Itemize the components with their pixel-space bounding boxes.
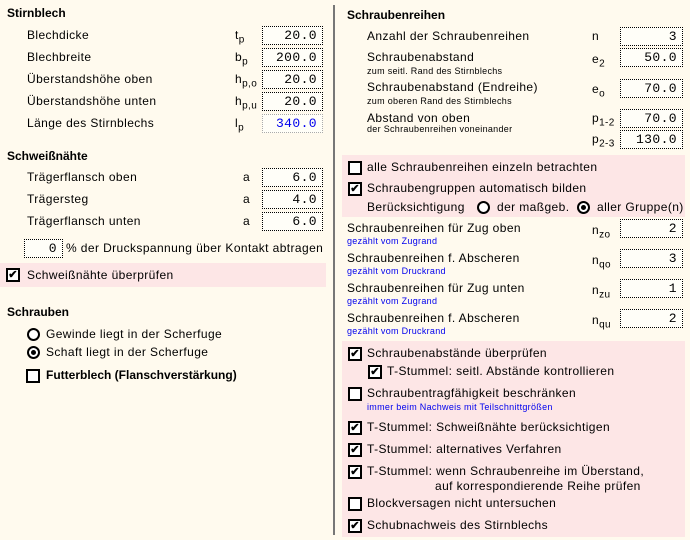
blockversagen-checkbox[interactable]	[348, 497, 362, 511]
alle-gruppen-label: aller Gruppe(n)	[597, 200, 684, 214]
massgeb-radio[interactable]	[477, 201, 490, 214]
anzahl-symbol: n	[592, 29, 600, 43]
stirnblech-input[interactable]: 200.0	[262, 48, 323, 67]
weld-check-label: Schweißnähte überprüfen	[27, 268, 174, 282]
futterblech-label: Futterblech (Flanschverstärkung)	[46, 368, 237, 382]
count-note: gezählt vom Zugrand	[347, 236, 438, 246]
p23-symbol: $p_{2-3}$	[592, 132, 615, 150]
weld-input[interactable]: 6.0	[262, 168, 323, 187]
count-symbol: $n_{qo}$	[592, 253, 612, 271]
gewinde-radio[interactable]	[27, 328, 40, 341]
schweissnaehte-heading: Schweißnähte	[7, 149, 88, 163]
stirnblech-label: Länge des Stirnblechs	[27, 116, 155, 130]
weld-input[interactable]: 6.0	[262, 212, 323, 231]
count-label: Schraubenreihen f. Abscheren	[347, 311, 520, 325]
schraubenabstaende-checkbox[interactable]: ✔	[348, 347, 362, 361]
e2-input[interactable]: 50.0	[620, 48, 683, 67]
gewinde-label: Gewinde liegt in der Scherfuge	[46, 327, 223, 341]
stirnblech-label: Überstandshöhe unten	[27, 94, 157, 108]
p12-input[interactable]: 70.0	[620, 109, 683, 128]
stirnblech-symbol: $t_p$	[235, 28, 245, 46]
count-input[interactable]: 3	[620, 249, 683, 268]
einzeln-checkbox[interactable]	[348, 161, 362, 175]
schaft-radio[interactable]	[27, 346, 40, 359]
stirnblech-heading: Stirnblech	[7, 6, 66, 20]
column-divider	[333, 5, 335, 535]
p-sublabel: der Schraubenreihen voneinander	[367, 124, 513, 134]
anzahl-input[interactable]: 3	[620, 27, 683, 46]
stirnblech-symbol: $l_p$	[235, 116, 245, 134]
weld-label: Trägerflansch oben	[27, 170, 138, 184]
p12-symbol: $p_{1-2}$	[592, 111, 615, 129]
p23-input[interactable]: 130.0	[620, 130, 683, 149]
count-symbol: $n_{qu}$	[592, 313, 612, 331]
schraubenabstaende-label: Schraubenabstände überprüfen	[367, 346, 547, 360]
gruppen-checkbox[interactable]: ✔	[348, 182, 362, 196]
schraubenreihen-heading: Schraubenreihen	[347, 8, 446, 22]
count-label: Schraubenreihen für Zug unten	[347, 281, 525, 295]
schrauben-heading: Schrauben	[7, 305, 70, 319]
t-stummel-seitl-checkbox[interactable]: ✔	[368, 365, 382, 379]
e2-symbol: $e_2$	[592, 52, 606, 70]
count-note: gezählt vom Druckrand	[347, 266, 446, 276]
alle-gruppen-radio[interactable]	[577, 201, 590, 214]
t-stummel-alternativ-label: T-Stummel: alternatives Verfahren	[367, 442, 562, 456]
blockversagen-label: Blockversagen nicht untersuchen	[367, 496, 557, 510]
einzeln-label: alle Schraubenreihen einzeln betrachten	[367, 160, 598, 174]
stirnblech-input[interactable]: 20.0	[262, 92, 323, 111]
weld-check-checkbox[interactable]: ✔	[6, 268, 20, 282]
t-stummel-alternativ-checkbox[interactable]: ✔	[348, 443, 362, 457]
p-label: Abstand von oben	[367, 111, 471, 125]
weld-symbol: a	[243, 192, 251, 206]
weld-label: Trägerflansch unten	[27, 214, 141, 228]
count-symbol: $n_{zu}$	[592, 283, 611, 301]
massgeb-label: der maßgeb.	[497, 200, 570, 214]
count-label: Schraubenreihen für Zug oben	[347, 221, 521, 235]
stirnblech-symbol: $h_{p,o}$	[235, 72, 258, 90]
eo-symbol: $e_o$	[592, 82, 606, 100]
t-stummel-seitl-label: T-Stummel: seitl. Abstände kontrollieren	[387, 364, 615, 378]
count-input[interactable]: 1	[620, 279, 683, 298]
eo-sublabel: zum oberen Rand des Stirnblechs	[367, 96, 512, 106]
stirnblech-label: Blechdicke	[27, 28, 90, 42]
stirnblech-input: 340.0	[262, 114, 323, 133]
count-input[interactable]: 2	[620, 309, 683, 328]
gruppen-label: Schraubengruppen automatisch bilden	[367, 181, 587, 195]
schubnachweis-label: Schubnachweis des Stirnblechs	[367, 518, 549, 532]
count-note: gezählt vom Druckrand	[347, 326, 446, 336]
count-symbol: $n_{zo}$	[592, 223, 611, 241]
eo-label: Schraubenabstand (Endreihe)	[367, 80, 538, 94]
tragfaehigkeit-checkbox[interactable]	[348, 387, 362, 401]
t-stummel-schweiss-checkbox[interactable]: ✔	[348, 421, 362, 435]
t-stummel-ueberstand-label-2: auf korrespondierende Reihe prüfen	[435, 479, 641, 493]
schaft-label: Schaft liegt in der Scherfuge	[46, 345, 209, 359]
kontakt-percent-input[interactable]: 0	[24, 239, 63, 258]
anzahl-label: Anzahl der Schraubenreihen	[367, 29, 530, 43]
count-input[interactable]: 2	[620, 219, 683, 238]
weld-symbol: a	[243, 214, 251, 228]
tragfaehigkeit-label: Schraubentragfähigkeit beschränken	[367, 386, 577, 400]
e2-label: Schraubenabstand	[367, 50, 475, 64]
beruecksichtigung-label: Berücksichtigung	[367, 200, 465, 214]
stirnblech-symbol: $b_p$	[235, 50, 249, 68]
t-stummel-ueberstand-checkbox[interactable]: ✔	[348, 465, 362, 479]
stirnblech-input[interactable]: 20.0	[262, 70, 323, 89]
eo-input[interactable]: 70.0	[620, 79, 683, 98]
e2-sublabel: zum seitl. Rand des Stirnblechs	[367, 66, 503, 76]
t-stummel-schweiss-label: T-Stummel: Schweißnähte berücksichtigen	[367, 420, 611, 434]
schubnachweis-checkbox[interactable]: ✔	[348, 519, 362, 533]
count-label: Schraubenreihen f. Abscheren	[347, 251, 520, 265]
kontakt-label: % der Druckspannung über Kontakt abtragen	[66, 241, 324, 255]
stirnblech-input[interactable]: 20.0	[262, 26, 323, 45]
stirnblech-symbol: $h_{p,u}$	[235, 94, 258, 112]
count-note: gezählt vom Zugrand	[347, 296, 438, 306]
stirnblech-label: Überstandshöhe oben	[27, 72, 153, 86]
stirnblech-label: Blechbreite	[27, 50, 92, 64]
weld-input[interactable]: 4.0	[262, 190, 323, 209]
futterblech-checkbox[interactable]	[26, 369, 40, 383]
tragfaehigkeit-note: immer beim Nachweis mit Teilschnittgrößen	[367, 402, 553, 412]
weld-symbol: a	[243, 170, 251, 184]
weld-label: Trägersteg	[27, 192, 89, 206]
t-stummel-ueberstand-label: T-Stummel: wenn Schraubenreihe im Überstand,	[367, 464, 645, 478]
